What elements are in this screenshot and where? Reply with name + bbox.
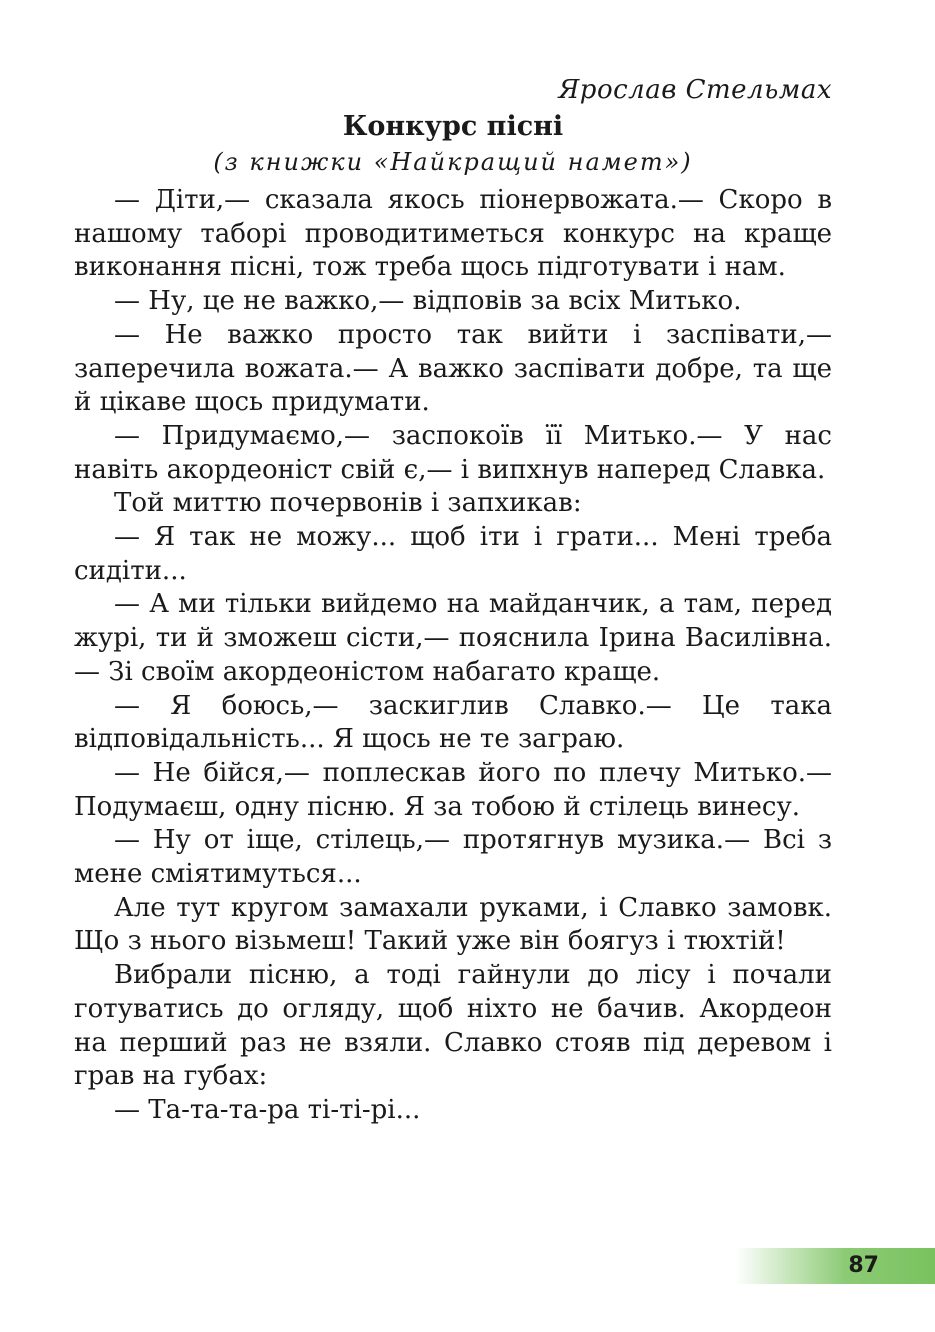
paragraph: — Та-та-та-ра ті-ті-рі... [114, 1094, 421, 1125]
story-text [74, 184, 832, 1128]
paragraph: — Ну от іще, стілець,— протягнув музика.— Всі з мене сміятимуться... [74, 825, 832, 890]
paragraph: — А ми тільки вийдемо на майданчик, а там, перед журі, ти й зможеш сісти,— пояснила Ірина Василівна.— Зі своїм акордеоністом набагато краще. [74, 589, 832, 687]
page-content [74, 72, 832, 1128]
paragraph: Але тут кругом замахали руками, і Славко замовк. Що з нього візьмеш! Такий уже він боягуз і тюхтій! [74, 892, 832, 957]
page-number: 87 [848, 1253, 879, 1278]
paragraph: — Не важко просто так вийти і заспівати,— заперечила вожата.— А важко заспівати добре, та ще й цікаве щось придумати. [74, 319, 832, 418]
page-number-band [735, 1248, 935, 1284]
story-subtitle: (з книжки «Найкращий намет») [213, 148, 693, 176]
paragraph: — Ну, це не важко,— відповів за всіх Митько. [114, 286, 742, 317]
paragraph: — Я так не можу... щоб іти і грати... Мені треба сидіти... [74, 522, 832, 586]
paragraph: Вибрали пісню, а тоді гайнули до лісу і почали готуватись до огляду, щоб ніхто не бачив. Акордеон на перший раз не взяли. Славко стояв під деревом і грав на губах: [74, 960, 832, 1092]
paragraph: — Діти,— сказала якось піонервожата.— Скоро в нашому таборі проводитиметься конкурс на краще виконання пісні, тож треба щось підготувати і нам. [74, 185, 832, 283]
paragraph: — Придумаємо,— заспокоїв її Митько.— У нас навіть акордеоніст свій є,— і випхнув наперед Славка. [74, 420, 832, 485]
story-title: Конкурс пісні [342, 111, 564, 142]
paragraph: — Не бійся,— поплескав його по плечу Митько.— Подумаєш, одну пісню. Я за тобою й стілець винесу. [74, 757, 832, 822]
paragraph: Той миттю почервонів і запхикав: [114, 488, 582, 519]
paragraph: — Я боюсь,— заскиглив Славко.— Це така відповідальність... Я щось не те заграю. [74, 690, 832, 755]
author-name: Ярослав Стельмах [558, 75, 832, 105]
